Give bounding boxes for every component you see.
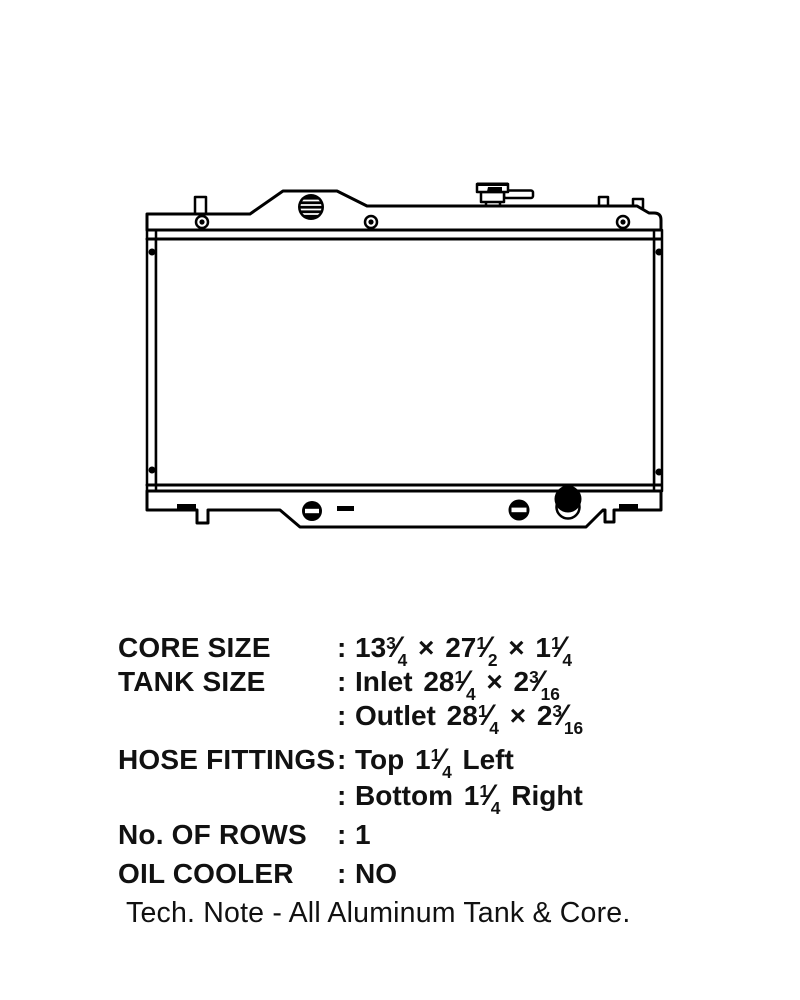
radiator-cap [477, 183, 533, 209]
spec-row-hose-fittings-bottom [118, 779, 718, 818]
spec-value: $13^3⁄_4$ × $27^1⁄_2$ × $1^1⁄_4$ [355, 631, 573, 670]
rivet-dot [656, 469, 663, 476]
tech-note: Tech. Note - All Aluminum Tank & Core. [126, 897, 631, 929]
rivet-dot [656, 249, 663, 256]
spec-label: HOSE FITTINGS [118, 744, 336, 775]
bolt-center [368, 219, 373, 224]
slot-mark [177, 504, 196, 509]
cap-top-edge [477, 183, 508, 187]
spec-value: 1 [355, 819, 371, 850]
outlet-pipe-end [555, 486, 582, 513]
spec-row-tank-size-outlet [118, 699, 718, 738]
spec-row-core-size [118, 631, 718, 670]
slot-mark [619, 504, 638, 509]
spec-colon: : [337, 858, 347, 889]
drain-plug-slot [305, 509, 319, 513]
spec-row-hose-fittings-top [118, 743, 718, 782]
spec-colon: : [337, 700, 347, 731]
rivet-dot [149, 249, 156, 256]
bolt-center [199, 219, 204, 224]
rivet-dot [149, 467, 156, 474]
spec-label: TANK SIZE [118, 666, 266, 697]
spec-label: CORE SIZE [118, 632, 271, 663]
spec-table [118, 631, 718, 930]
mounting-tab [195, 197, 206, 215]
spec-colon: : [337, 780, 347, 811]
spec-value: Outlet $28^1⁄_4$ × $2^3⁄_{16}$ [355, 699, 584, 738]
bolt-center [620, 219, 625, 224]
spec-value: Bottom $1^1⁄_4$ Right [355, 779, 583, 818]
outlet-pipe [555, 486, 582, 519]
radiator-core [156, 239, 654, 485]
spec-value: Top $1^1⁄_4$ Left [355, 743, 514, 782]
spec-value: Inlet $28^1⁄_4$ × $2^3⁄_{16}$ [355, 665, 560, 704]
spec-colon: : [337, 744, 347, 775]
spec-colon: : [337, 666, 347, 697]
spec-colon: : [337, 632, 347, 663]
slot-mark [337, 506, 354, 511]
drain-plug-slot [512, 508, 527, 513]
bottom-tank [147, 491, 661, 527]
spec-label: OIL COOLER [118, 858, 294, 889]
spec-label: No. OF ROWS [118, 819, 307, 850]
spec-row-tank-size-inlet [118, 665, 718, 704]
left-side-bracket [147, 230, 156, 491]
top-tank [147, 191, 661, 230]
spec-value: NO [355, 858, 397, 889]
filler-cap-circle [298, 194, 324, 220]
cap-lever [487, 187, 502, 192]
spec-row-oil-cooler [118, 857, 718, 891]
spec-colon: : [337, 819, 347, 850]
filler-cap [298, 194, 324, 220]
spec-row-number-of-rows [118, 818, 718, 852]
cap-body [481, 192, 504, 202]
